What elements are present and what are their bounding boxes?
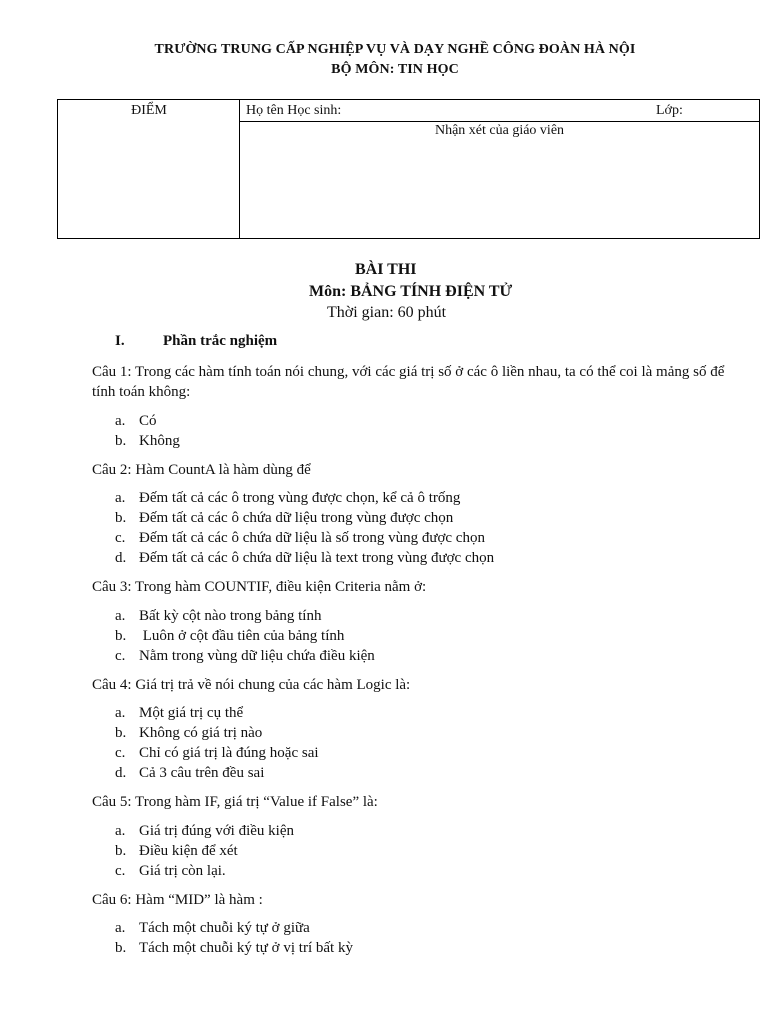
option-letter: b. bbox=[115, 433, 127, 449]
option-text: Cả 3 câu trên đều sai bbox=[139, 765, 265, 781]
question-1: Câu 1: Trong các hàm tính toán nói chung, với các giá trị số ở các ô liền nhau, ta có thể coi là mảng số để tính toán không: bbox=[92, 364, 725, 400]
option-text: Đếm tất cả các ô trong vùng được chọn, kể cả ô trống bbox=[139, 490, 461, 506]
option-letter: a. bbox=[115, 413, 126, 429]
option-text: Một giá trị cụ thể bbox=[139, 705, 244, 721]
exam-subject: Môn: BẢNG TÍNH ĐIỆN TỬ bbox=[309, 283, 513, 300]
option-text: Chỉ có giá trị là đúng hoặc sai bbox=[139, 745, 319, 761]
class-label: Lớp: bbox=[656, 103, 683, 118]
option-letter: c. bbox=[115, 648, 126, 664]
option-letter: d. bbox=[115, 550, 127, 566]
exam-title: BÀI THI bbox=[355, 261, 417, 278]
option-letter: b. bbox=[115, 628, 127, 644]
option-text: Đếm tất cả các ô chứa dữ liệu trong vùng được chọn bbox=[139, 510, 454, 526]
department-name: BỘ MÔN: TIN HỌC bbox=[331, 62, 459, 77]
option-letter: b. bbox=[115, 940, 127, 956]
question-4: Câu 4: Giá trị trả về nói chung của các hàm Logic là: bbox=[92, 677, 411, 693]
question-2: Câu 2: Hàm CountA là hàm dùng để bbox=[92, 462, 311, 478]
option-letter: b. bbox=[115, 843, 127, 859]
option-text: Tách một chuỗi ký tự ở giữa bbox=[139, 920, 310, 936]
section-number: I. bbox=[115, 333, 125, 349]
option-text: Có bbox=[139, 413, 157, 429]
option-letter: b. bbox=[115, 725, 127, 741]
option-text: Đếm tất cả các ô chứa dữ liệu là text trong vùng được chọn bbox=[139, 550, 495, 566]
option-text: Giá trị đúng với điều kiện bbox=[139, 823, 294, 839]
option-letter: a. bbox=[115, 920, 126, 936]
score-cell bbox=[58, 100, 240, 238]
option-text: Luôn ở cột đầu tiên của bảng tính bbox=[139, 628, 345, 644]
option-text: Giá trị còn lại. bbox=[139, 863, 226, 879]
option-letter: a. bbox=[115, 608, 126, 624]
teacher-comment-label: Nhận xét của giáo viên bbox=[434, 123, 565, 138]
option-letter: a. bbox=[115, 823, 126, 839]
question-3: Câu 3: Trong hàm COUNTIF, điều kiện Criteria nằm ở: bbox=[92, 579, 427, 595]
option-letter: b. bbox=[115, 510, 127, 526]
option-letter: c. bbox=[115, 530, 126, 546]
option-text: Tách một chuỗi ký tự ở vị trí bất kỳ bbox=[139, 940, 353, 956]
option-text: Nằm trong vùng dữ liệu chứa điều kiện bbox=[139, 648, 375, 664]
score-label: ĐIỂM bbox=[131, 103, 167, 118]
option-letter: a. bbox=[115, 490, 126, 506]
section-title: Phần trắc nghiệm bbox=[163, 333, 278, 349]
question-6: Câu 6: Hàm “MID” là hàm : bbox=[92, 892, 263, 908]
option-text: Bất kỳ cột nào trong bảng tính bbox=[139, 608, 322, 624]
option-text: Không có giá trị nào bbox=[139, 725, 263, 741]
option-letter: a. bbox=[115, 705, 126, 721]
option-text: Điều kiện để xét bbox=[139, 843, 238, 859]
option-letter: c. bbox=[115, 863, 126, 879]
student-info-table bbox=[57, 99, 760, 239]
option-text: Đếm tất cả các ô chứa dữ liệu là số trong vùng được chọn bbox=[139, 530, 485, 546]
question-5: Câu 5: Trong hàm IF, giá trị “Value if False” là: bbox=[92, 794, 378, 810]
option-letter: d. bbox=[115, 765, 127, 781]
student-row bbox=[240, 100, 759, 122]
school-name: TRƯỜNG TRUNG CẤP NGHIỆP VỤ VÀ DẠY NGHỀ CÔNG ĐOÀN HÀ NỘI bbox=[154, 42, 636, 57]
exam-time: Thời gian: 60 phút bbox=[327, 304, 447, 321]
option-text: Không bbox=[139, 433, 180, 449]
option-letter: c. bbox=[115, 745, 126, 761]
student-name-label: Họ tên Học sinh: bbox=[246, 103, 342, 118]
